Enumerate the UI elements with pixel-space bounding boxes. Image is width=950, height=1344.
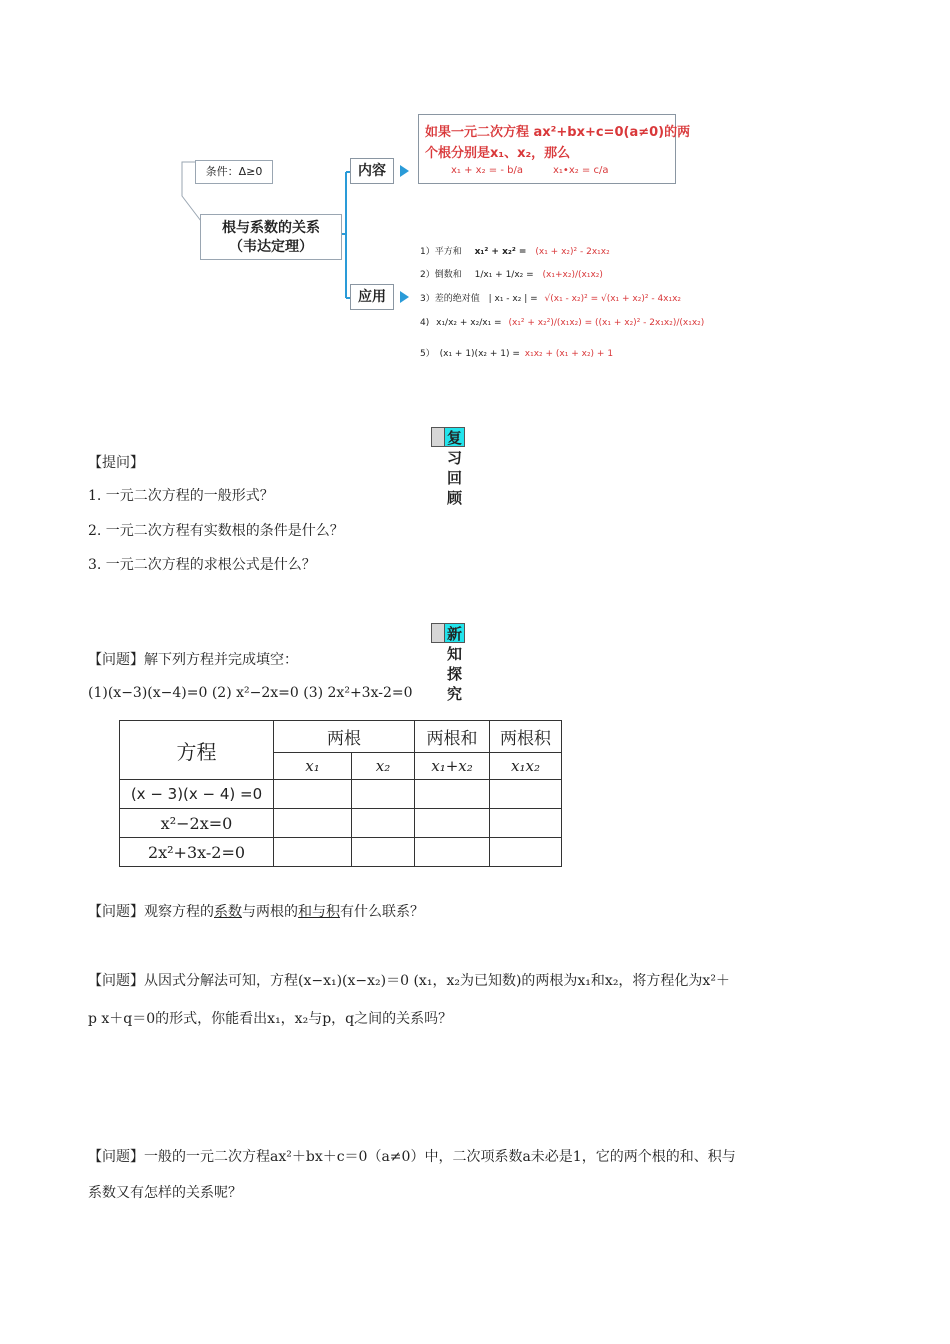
problem-3-line-2: p x＋q＝0的形式，你能看出x₁，x₂与p，q之间的关系吗？ <box>88 1011 453 1027</box>
table-sub-x1: x₁ <box>274 753 352 780</box>
table-header-equation: 方程 <box>120 721 274 780</box>
application-item-2: 2）倒数和 1/x₁ + 1/x₂ = (x₁+x₂)/(x₁x₂) <box>420 270 603 280</box>
table-cell-x1[interactable] <box>274 838 352 867</box>
table-cell-sum[interactable] <box>415 780 490 809</box>
table-cell-product[interactable] <box>490 809 562 838</box>
application-item-1: 1）平方和 x₁² + x₂² = (x₁ + x₂)² - 2x₁x₂ <box>420 247 610 257</box>
content-formula-sum: x₁ + x₂ = - b/a <box>451 165 523 176</box>
review-tag: 【提问】 <box>88 455 144 471</box>
table-cell-x1[interactable] <box>274 780 352 809</box>
table-cell-x2[interactable] <box>352 780 415 809</box>
table-cell-product[interactable] <box>490 780 562 809</box>
table-cell-sum[interactable] <box>415 809 490 838</box>
application-node: 应用 <box>350 284 394 310</box>
problem-3-line-1: 【问题】从因式分解法可知，方程(x−x₁)(x−x₂)＝0 (x₁，x₂为已知数)的两根为x₁和x₂，将方程化为x²＋ <box>88 973 730 989</box>
table-row <box>120 780 562 809</box>
content-formula-product: x₁•x₂ = c/a <box>553 165 609 176</box>
table-row <box>120 838 562 867</box>
content-line-1: 如果一元二次方程 ax²+bx+c=0(a≠0)的两 <box>425 125 691 140</box>
table-header-roots: 两根 <box>274 721 415 753</box>
table-cell-product[interactable] <box>490 838 562 867</box>
content-line-2: 个根分别是x₁、x₂，那么 <box>425 146 571 161</box>
table-cell-x2[interactable] <box>352 838 415 867</box>
application-arrow-icon <box>400 291 409 303</box>
table-cell-x1[interactable] <box>274 809 352 838</box>
problem-4-line-1: 【问题】一般的一元二次方程ax²＋bx＋c＝0（a≠0）中，二次项系数a未必是1，它的两个根的和、积与 <box>88 1149 736 1165</box>
table-row-equation: (x − 3)(x − 4) =0 <box>120 780 274 809</box>
table-sub-x2: x₂ <box>352 753 415 780</box>
root-node <box>200 214 342 260</box>
review-question-3: 3. 一元二次方程的求根公式是什么？ <box>88 557 316 573</box>
equation-table <box>119 720 562 867</box>
root-subtitle: （韦达定理） <box>229 239 313 255</box>
table-sub-product: x₁x₂ <box>490 753 562 780</box>
application-item-3: 3）差的绝对值 | x₁ - x₂ | = √(x₁ - x₂)² = √(x₁ + x₂)² - 4x₁x₂ <box>420 294 682 304</box>
table-header-sum: 两根和 <box>415 721 490 753</box>
root-title: 根与系数的关系 <box>222 220 320 236</box>
equations-line: (1)(x−3)(x−4)=0 (2) x²−2x=0 (3) 2x²+3x-2=0 <box>88 685 413 701</box>
table-cell-x2[interactable] <box>352 809 415 838</box>
problem-4-line-2: 系数又有怎样的关系呢？ <box>88 1185 242 1201</box>
table-header-product: 两根积 <box>490 721 562 753</box>
content-arrow-icon <box>400 165 409 177</box>
content-node: 内容 <box>350 158 394 184</box>
heading-marker <box>431 623 445 643</box>
problem-1: 【问题】解下列方程并完成填空： <box>88 652 298 668</box>
table-sub-sum: x₁+x₂ <box>415 753 490 780</box>
table-row-equation: 2x²+3x-2=0 <box>120 838 274 867</box>
condition-box: 条件：Δ≥0 <box>195 160 273 184</box>
table-cell-sum[interactable] <box>415 838 490 867</box>
mindmap-connectors <box>0 0 950 400</box>
review-question-2: 2. 一元二次方程有实数根的条件是什么？ <box>88 523 344 539</box>
review-question-1: 1. 一元二次方程的一般形式？ <box>88 488 274 504</box>
heading-marker <box>431 427 445 447</box>
content-box <box>418 114 691 184</box>
problem-2: 【问题】观察方程的系数与两根的和与积有什么联系？ <box>88 904 424 920</box>
application-item-5: 5） (x₁ + 1)(x₂ + 1) = x₁x₂ + (x₁ + x₂) + 1 <box>420 349 614 359</box>
table-row-equation: x²−2x=0 <box>120 809 274 838</box>
table-row <box>120 809 562 838</box>
application-item-4: 4) x₁/x₂ + x₂/x₁ = (x₁² + x₂²)/(x₁x₂) = ((x₁ + x₂)² - 2x₁x₂)/(x₁x₂) <box>420 318 705 328</box>
